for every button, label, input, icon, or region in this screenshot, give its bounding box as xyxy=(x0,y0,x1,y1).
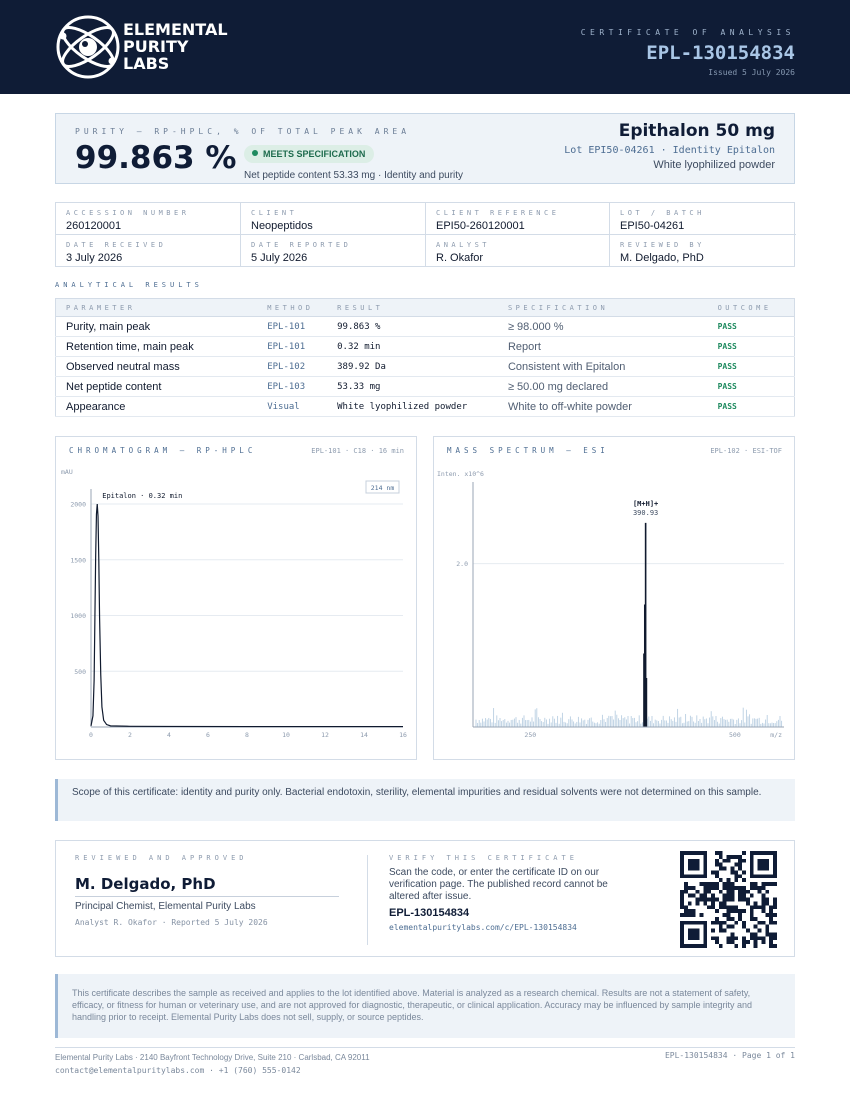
product-info xyxy=(564,121,775,171)
qr-code-icon[interactable] xyxy=(680,851,777,948)
purity-kicker: PURITY — RP-HPLC, % OF TOTAL PEAK AREA xyxy=(75,127,411,136)
results-section-title: ANALYTICAL RESULTS xyxy=(55,281,203,289)
parameter-cell: Net peptide content xyxy=(56,377,258,397)
meta-label: ANALYST xyxy=(436,241,491,249)
mass-spectrum-title: MASS SPECTRUM — ESI xyxy=(447,446,609,455)
certificate-id: EPL-130154834 xyxy=(646,42,795,64)
meta-cell xyxy=(56,203,241,235)
x-tick-label: 12 xyxy=(321,731,329,739)
meta-value: EPI50-260120001 xyxy=(436,220,525,232)
meta-value: Neopeptidos xyxy=(251,220,313,232)
meta-label: CLIENT xyxy=(251,209,298,217)
method-cell: EPL-101 xyxy=(257,317,327,337)
meta-label: CLIENT REFERENCE xyxy=(436,209,560,217)
atom-logo-icon xyxy=(55,14,121,80)
meta-label: REVIEWED BY xyxy=(620,241,705,249)
review-kicker: REVIEWED AND APPROVED xyxy=(75,854,248,862)
result-cell: 0.32 min xyxy=(327,337,498,357)
column-header: RESULT xyxy=(327,299,498,317)
table-header-row xyxy=(56,299,795,317)
lot-identity-line: Lot EPI50-04261 · Identity Epitalon xyxy=(564,145,775,156)
column-header: METHOD xyxy=(257,299,327,317)
table-row xyxy=(56,397,795,417)
meta-label: DATE RECEIVED xyxy=(66,241,167,249)
result-cell: 389.92 Da xyxy=(327,357,498,377)
verify-kicker: VERIFY THIS CERTIFICATE xyxy=(389,854,578,862)
x-tick-label: 16 xyxy=(399,731,407,739)
column-header: SPECIFICATION xyxy=(498,299,708,317)
meta-label: LOT / BATCH xyxy=(620,209,705,217)
meta-value: 3 July 2026 xyxy=(66,252,123,264)
review-section xyxy=(55,840,795,957)
mass-spectrum-xlabel: m/z xyxy=(770,731,782,739)
column-header: PARAMETER xyxy=(56,299,258,317)
purity-panel xyxy=(55,113,795,184)
review-divider xyxy=(367,855,368,945)
table-row xyxy=(56,317,795,337)
chromatogram-peak-label: Epitalon · 0.32 min xyxy=(102,492,183,500)
mass-spectrum-xticks xyxy=(524,731,740,739)
y-tick-label: 1500 xyxy=(70,556,86,565)
meta-cell xyxy=(610,235,796,266)
results-table xyxy=(55,298,795,417)
mass-spectrum-panel xyxy=(433,436,795,760)
mass-spectrum-peaks xyxy=(644,523,646,727)
chromatogram-panel xyxy=(55,436,417,760)
x-tick-label: 2 xyxy=(128,731,132,739)
verify-url-link[interactable]: elementalpuritylabs.com/c/EPL-130154834 xyxy=(389,923,577,932)
mass-spectrum-ylabel: Inten. x10^6 xyxy=(437,470,484,478)
brand-line: LABS xyxy=(123,54,170,73)
spec-badge-label: MEETS SPECIFICATION xyxy=(263,149,366,159)
sample-meta-grid xyxy=(55,202,795,267)
footer-address: Elemental Purity Labs · 2140 Bayfront Technology Drive, Suite 210 · Carlsbad, CA 92011 xyxy=(55,1053,370,1062)
mass-spectrum-yticks xyxy=(456,560,468,568)
reviewer-title: Principal Chemist, Elemental Purity Labs xyxy=(75,901,256,912)
table-row xyxy=(56,377,795,397)
meta-label: ACCESSION NUMBER xyxy=(66,209,190,217)
verify-certificate-id: EPL-130154834 xyxy=(389,907,470,919)
y-tick-label: 1000 xyxy=(70,612,86,620)
method-cell: EPL-102 xyxy=(257,357,327,377)
outcome-cell: PASS xyxy=(708,397,795,417)
method-cell: EPL-101 xyxy=(257,337,327,357)
net-peptide-line: Net peptide content 53.33 mg · Identity and purity xyxy=(244,170,464,181)
result-cell: White lyophilized powder xyxy=(327,397,498,417)
review-meta: Analyst R. Okafor · Reported 5 July 2026 xyxy=(75,918,268,927)
verify-text: Scan the code, or enter the certificate ID on our verification page. The published record cannot be altered after issue. xyxy=(389,867,608,902)
y-tick-label: 2000 xyxy=(70,500,86,509)
ms-peak-value: 390.93 xyxy=(632,508,659,517)
chromatogram-chart xyxy=(56,437,418,761)
meta-value: EPI50-04261 xyxy=(620,220,685,232)
footer-left xyxy=(55,1051,370,1077)
meta-cell xyxy=(426,203,610,235)
chromatogram-yticks xyxy=(70,501,86,676)
chromatogram-grid xyxy=(91,504,403,671)
outcome-cell: PASS xyxy=(708,357,795,377)
meta-cell xyxy=(610,203,796,235)
certificate-kicker: CERTIFICATE OF ANALYSIS xyxy=(580,28,795,37)
reviewer-name: M. Delgado, PhD xyxy=(75,875,216,893)
x-tick-label: 8 xyxy=(245,731,249,739)
x-tick-label: 500 xyxy=(729,731,741,739)
parameter-cell: Appearance xyxy=(56,397,258,417)
outcome-cell: PASS xyxy=(708,377,795,397)
table-row xyxy=(56,337,795,357)
status-dot-icon xyxy=(252,150,258,156)
scope-note: Scope of this certificate: identity and purity only. Bacterial endotoxin, sterility, elemental impurities and residual solvents were not determined on this sample. xyxy=(55,779,795,821)
signature-line xyxy=(75,896,339,897)
footer-page-info: EPL-130154834 · Page 1 of 1 xyxy=(664,1051,795,1060)
method-cell: EPL-103 xyxy=(257,377,327,397)
meta-cell xyxy=(56,235,241,266)
spec-cell: Report xyxy=(498,337,708,357)
x-tick-label: 14 xyxy=(360,731,368,739)
footer-contact: contact@elementalpuritylabs.com · +1 (760) 555-0142 xyxy=(55,1066,301,1075)
y-tick-label: 500 xyxy=(74,667,86,676)
detector-label: 214 nm xyxy=(370,484,395,492)
mass-spectrum-subtitle: EPL-102 · ESI-TOF xyxy=(710,447,782,455)
meta-label: DATE REPORTED xyxy=(251,241,352,249)
footer-divider xyxy=(55,1047,795,1048)
header xyxy=(0,0,850,94)
spec-cell: ≥ 50.00 mg declared xyxy=(498,377,708,397)
method-cell: Visual xyxy=(257,397,327,417)
meta-value: R. Okafor xyxy=(436,252,484,264)
brand-line: PURITY xyxy=(123,37,189,56)
spec-badge xyxy=(244,145,374,163)
meta-cell xyxy=(241,203,426,235)
x-tick-label: 6 xyxy=(206,731,210,739)
chromatogram-subtitle: EPL-101 · C18 · 16 min xyxy=(311,447,404,455)
product-form: White lyophilized powder xyxy=(653,159,775,171)
meta-value: 5 July 2026 xyxy=(251,252,308,264)
parameter-cell: Purity, main peak xyxy=(56,317,258,337)
x-tick-label: 250 xyxy=(524,731,537,739)
result-cell: 53.33 mg xyxy=(327,377,498,397)
parameter-cell: Observed neutral mass xyxy=(56,357,258,377)
column-header: OUTCOME xyxy=(708,299,795,317)
product-name: Epithalon 50 mg xyxy=(618,121,775,141)
ms-peak-label: [M+H]+ xyxy=(632,499,659,508)
purity-value: 99.863 % xyxy=(75,140,237,176)
x-tick-label: 10 xyxy=(282,731,290,739)
spec-cell: Consistent with Epitalon xyxy=(498,357,708,377)
chromatogram-xticks xyxy=(89,731,407,739)
result-cell: 99.863 % xyxy=(327,317,498,337)
outcome-cell: PASS xyxy=(708,337,795,357)
disclaimer: This certificate describes the sample as received and applies to the lot identified above. Material is analyzed as a research chemical. Results are not a statement of safety, efficacy, or fitness for human or veterinary use, and are not approved for diagnostic, therapeutic, or clinical application. Accuracy may be influenced by sample integrity and handling prior to receipt. Elemental Purity Labs does not sell, supply, or source peptides. xyxy=(55,974,795,1038)
meta-value: M. Delgado, PhD xyxy=(620,252,704,264)
brand-name xyxy=(123,21,228,72)
issued-date: Issued 5 July 2026 xyxy=(708,68,795,77)
chromatogram-title: CHROMATOGRAM — RP-HPLC xyxy=(69,446,257,455)
mass-spectrum-chart xyxy=(434,437,796,761)
y-tick-label: 2.0 xyxy=(456,560,468,569)
spec-cell: ≥ 98.000 % xyxy=(498,317,708,337)
meta-value: 260120001 xyxy=(66,220,122,232)
x-tick-label: 4 xyxy=(167,731,171,739)
mass-spectrum-noise xyxy=(476,708,782,727)
chromatogram-ylabel: mAU xyxy=(61,468,73,476)
meta-cell xyxy=(426,235,610,266)
table-row xyxy=(56,357,795,377)
brand-line: ELEMENTAL xyxy=(123,20,228,39)
spec-cell: White to off-white powder xyxy=(498,397,708,417)
meta-cell xyxy=(241,235,426,266)
header-certificate-info xyxy=(581,28,795,77)
x-tick-label: 0 xyxy=(89,731,93,739)
outcome-cell: PASS xyxy=(708,317,795,337)
parameter-cell: Retention time, main peak xyxy=(56,337,258,357)
